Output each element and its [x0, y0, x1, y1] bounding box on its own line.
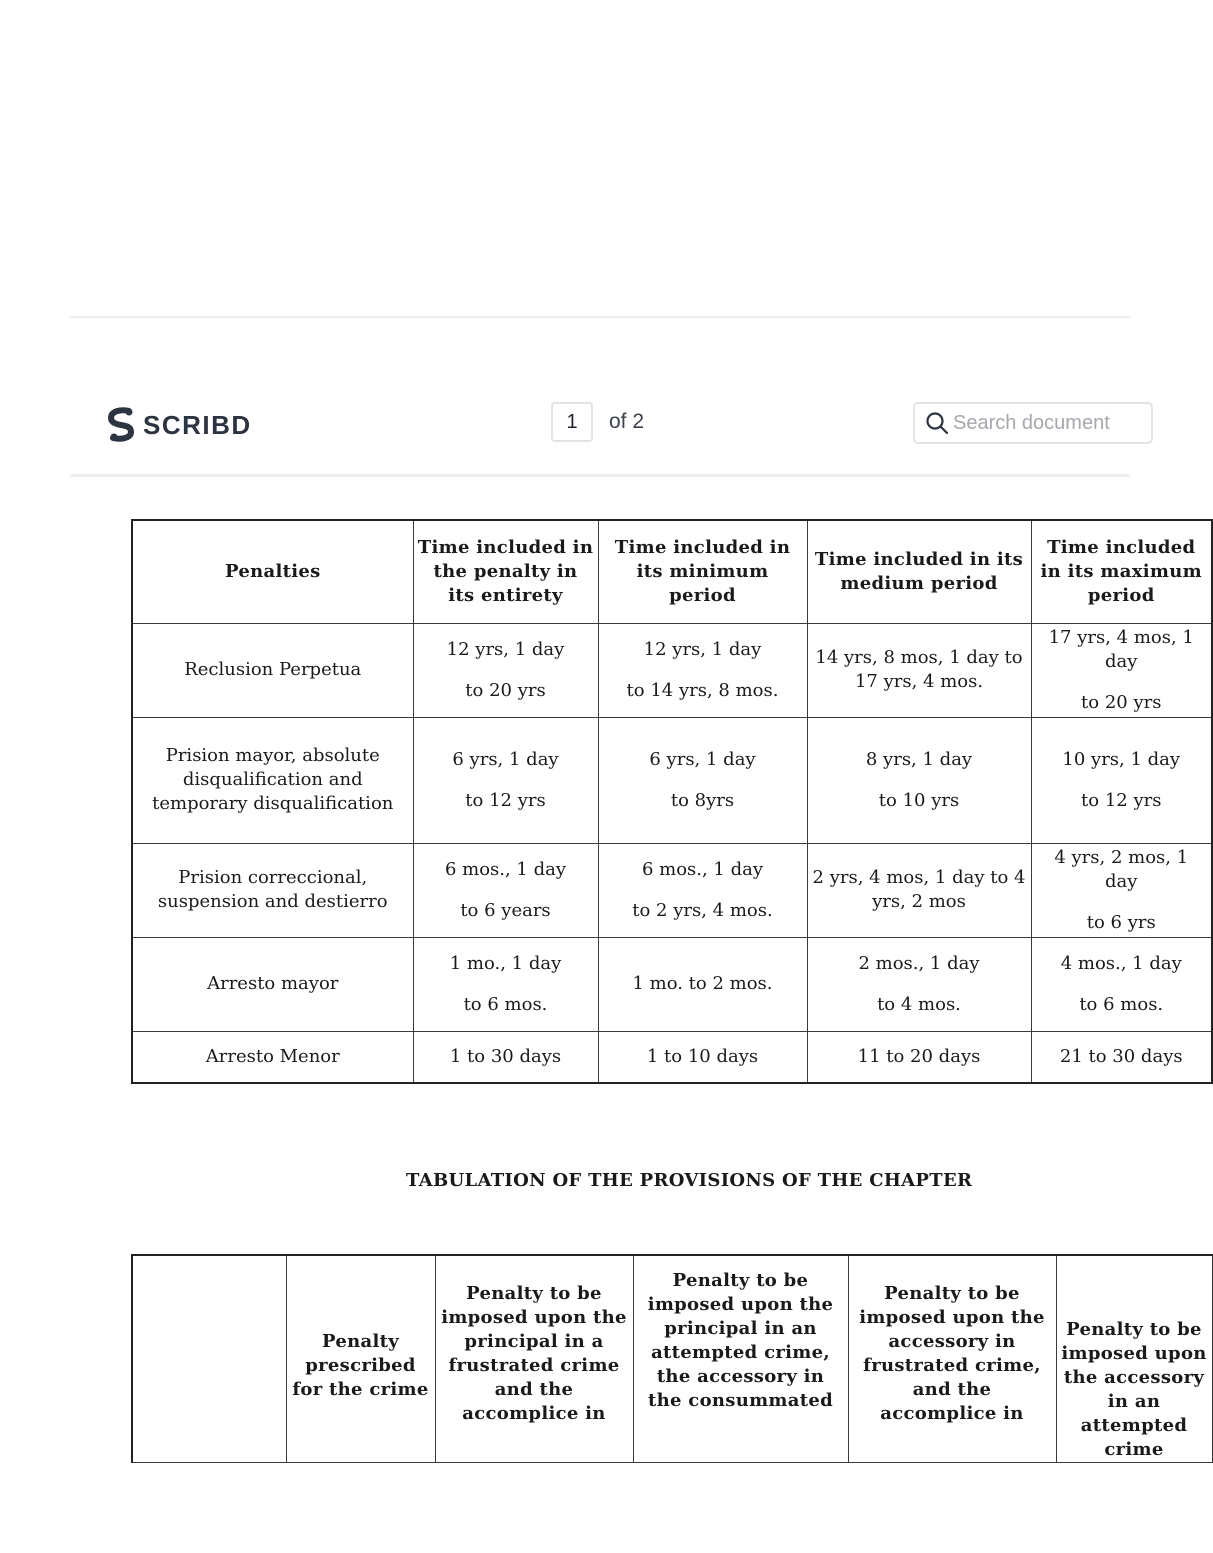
penalty-duration-table — [131, 519, 1213, 1084]
duration-cell — [1031, 717, 1212, 843]
duration-cell — [413, 717, 598, 843]
cell-line: to 20 yrs — [1081, 691, 1162, 713]
scribd-logo[interactable] — [107, 407, 252, 443]
duration-cell — [413, 937, 598, 1031]
duration-cell — [1031, 937, 1212, 1031]
search-input[interactable] — [953, 412, 1153, 435]
duration-cell: 2 yrs, 4 mos, 1 day to 4 yrs, 2 mos — [807, 843, 1031, 937]
cell-line: to 14 yrs, 8 mos. — [626, 679, 779, 701]
scribd-logo-icon — [107, 407, 137, 443]
cell-line: 6 mos., 1 day — [641, 858, 764, 880]
document-viewer — [70, 316, 1207, 1460]
table-row — [132, 623, 1212, 717]
cell-line: to 6 years — [460, 899, 551, 921]
cell-line: 6 yrs, 1 day — [649, 748, 756, 770]
duration-cell — [807, 717, 1031, 843]
cell-line: 12 yrs, 1 day — [446, 638, 565, 660]
table-row — [132, 937, 1212, 1031]
column-header: Time included in the penalty in its entirety — [413, 520, 598, 623]
page-navigator — [551, 402, 644, 442]
column-header — [848, 1255, 1056, 1463]
table-row — [132, 717, 1212, 843]
header-text: Penalty to be imposed upon the principal in an attempted crime, the accessory in the consummated — [647, 1270, 834, 1411]
column-header — [633, 1255, 848, 1463]
cell-line: to 2 yrs, 4 mos. — [632, 899, 773, 921]
cell-line: 4 yrs, 2 mos, 1 day — [1054, 846, 1189, 892]
duration-cell — [1031, 623, 1212, 717]
column-header — [1056, 1255, 1212, 1463]
column-header: Time included in its minimum period — [598, 520, 807, 623]
provisions-table — [131, 1254, 1213, 1463]
duration-cell — [598, 623, 807, 717]
section-caption: TABULATION OF THE PROVISIONS OF THE CHAPTER — [406, 1170, 973, 1191]
brand-name: SCRIBD — [143, 409, 252, 440]
cell-line: to 6 mos. — [463, 993, 548, 1015]
duration-cell: 21 to 30 days — [1031, 1031, 1212, 1083]
duration-cell — [807, 937, 1031, 1031]
search-icon — [925, 411, 949, 435]
column-header — [435, 1255, 633, 1463]
column-header — [286, 1255, 435, 1463]
duration-cell — [413, 843, 598, 937]
penalty-name-cell: Arresto Menor — [132, 1031, 413, 1083]
cell-line: to 10 yrs — [878, 789, 960, 811]
column-header: Penalties — [132, 520, 413, 623]
column-header: Time included in its maximum period — [1031, 520, 1212, 623]
table-row — [132, 843, 1212, 937]
cell-line: 10 yrs, 1 day — [1062, 748, 1181, 770]
penalty-name-cell: Reclusion Perpetua — [132, 623, 413, 717]
cell-line: to 6 mos. — [1079, 993, 1164, 1015]
cell-line: 2 mos., 1 day — [858, 952, 980, 974]
cell-line: 6 yrs, 1 day — [452, 748, 559, 770]
table-header-row — [132, 520, 1212, 623]
duration-cell: 1 mo. to 2 mos. — [598, 937, 807, 1031]
header-text: Penalty to be imposed upon the accessory in frustrated crime, and the accomplice in — [859, 1283, 1045, 1424]
penalty-name-cell: Prision correccional, suspension and destierro — [132, 843, 413, 937]
cell-line: to 12 yrs — [465, 789, 546, 811]
duration-cell: 1 to 10 days — [598, 1031, 807, 1083]
cell-line: to 20 yrs — [465, 679, 546, 701]
header-text: Penalty to be imposed upon the accessory in an attempted crime — [1061, 1319, 1207, 1460]
header-text: Penalty to be imposed upon the principal in a frustrated crime and the accomplice in — [441, 1283, 627, 1424]
cell-line: to 12 yrs — [1081, 789, 1162, 811]
cell-line: to 6 yrs — [1086, 911, 1156, 933]
header-text: Penalty prescribed for the crime — [292, 1331, 429, 1400]
duration-cell: 1 to 30 days — [413, 1031, 598, 1083]
cell-line: 4 mos., 1 day — [1060, 952, 1182, 974]
penalty-name-cell: Arresto mayor — [132, 937, 413, 1031]
duration-cell: 14 yrs, 8 mos, 1 day to 17 yrs, 4 mos. — [807, 623, 1031, 717]
cell-line: 6 mos., 1 day — [444, 858, 567, 880]
duration-cell: 11 to 20 days — [807, 1031, 1031, 1083]
cell-line: 1 mo., 1 day — [449, 952, 562, 974]
cell-line: 8 yrs, 1 day — [865, 748, 973, 770]
duration-cell — [598, 843, 807, 937]
viewer-toolbar — [70, 318, 1130, 477]
table-row — [132, 1031, 1212, 1083]
cell-line: 12 yrs, 1 day — [643, 638, 762, 660]
table-header-row — [132, 1255, 1212, 1463]
search-box[interactable] — [913, 402, 1153, 444]
cell-line: to 8yrs — [670, 789, 735, 811]
duration-cell — [413, 623, 598, 717]
cell-line: to 4 mos. — [877, 993, 961, 1015]
duration-cell — [598, 717, 807, 843]
penalty-name-cell: Prision mayor, absolute disqualification and temporary disqualification — [132, 717, 413, 843]
page-total-label: of 2 — [609, 410, 645, 433]
column-header: Time included in its medium period — [807, 520, 1031, 623]
page-number-input[interactable] — [551, 402, 593, 442]
cell-line: 17 yrs, 4 mos, 1 day — [1048, 626, 1194, 672]
duration-cell — [1031, 843, 1212, 937]
column-header — [132, 1255, 286, 1463]
